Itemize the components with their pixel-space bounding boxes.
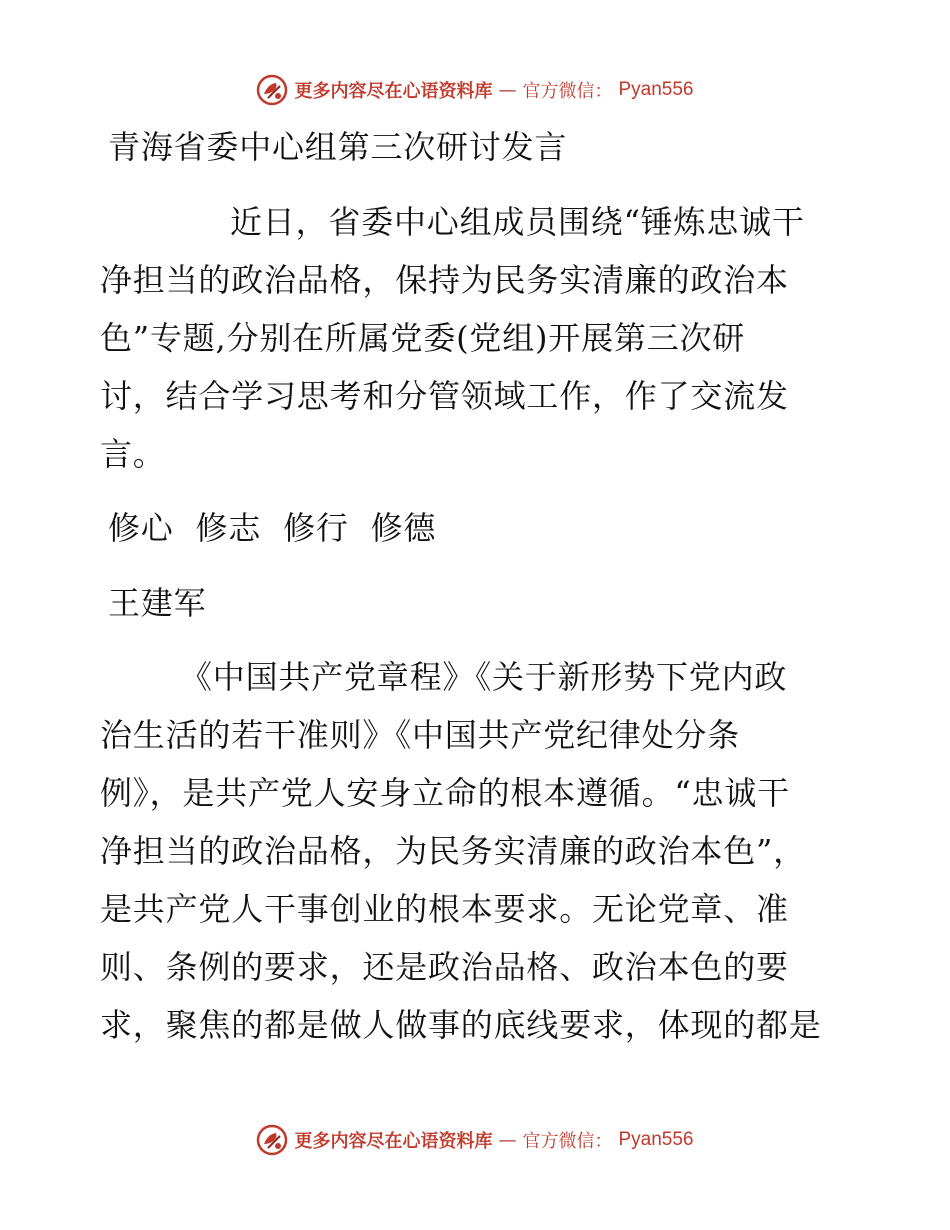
watermark-wechat-id: Pyan556 bbox=[618, 1129, 694, 1150]
watermark-wechat-label: 官方微信： bbox=[522, 1131, 613, 1152]
body-line-5: 是共产党人干事创业的根本要求。无论党章、准 bbox=[100, 890, 789, 928]
speech-title: 修心 修志 修行 修德 bbox=[108, 509, 437, 547]
body-line-3: 例》，是共产党人安身立命的根本遵循。“忠诚干 bbox=[100, 774, 790, 812]
body-line-4: 净担当的政治品格，为民务实清廉的政治本色”， bbox=[100, 832, 806, 870]
document-title: 青海省委中心组第三次研讨发言 bbox=[108, 128, 568, 166]
body-line-7: 求，聚焦的都是做人做事的底线要求，体现的都是 bbox=[100, 1006, 822, 1044]
body-line-1: 《中国共产党章程》《关于新形势下党内政 bbox=[180, 658, 788, 696]
intro-line-3: 色”专题,分别在所属党委(党组)开展第三次研 bbox=[100, 319, 746, 357]
intro-line-5: 言。 bbox=[100, 435, 166, 473]
watermark-site-text: 更多内容尽在心语资料库 bbox=[294, 81, 493, 102]
watermark-site-text: 更多内容尽在心语资料库 bbox=[294, 1131, 493, 1152]
intro-line-1: 近日，省委中心组成员围绕“锤炼忠诚干 bbox=[230, 203, 805, 241]
watermark-wechat-id: Pyan556 bbox=[618, 79, 694, 100]
watermark-banner-bottom bbox=[0, 1120, 950, 1160]
watermark-wechat-label: 官方微信： bbox=[522, 81, 613, 102]
watermark-separator: — bbox=[498, 79, 517, 101]
book-logo-icon bbox=[256, 1124, 288, 1156]
intro-line-4: 讨，结合学习思考和分管领域工作，作了交流发 bbox=[100, 377, 789, 415]
watermark-separator: — bbox=[498, 1129, 517, 1151]
watermark-banner-top bbox=[0, 70, 950, 110]
speaker-name: 王建军 bbox=[108, 584, 207, 622]
body-line-6: 则、条例的要求，还是政治品格、政治本色的要 bbox=[100, 948, 789, 986]
book-logo-icon bbox=[256, 74, 288, 106]
intro-line-2: 净担当的政治品格，保持为民务实清廉的政治本 bbox=[100, 261, 789, 299]
body-line-2: 治生活的若干准则》《中国共产党纪律处分条 bbox=[100, 716, 741, 754]
